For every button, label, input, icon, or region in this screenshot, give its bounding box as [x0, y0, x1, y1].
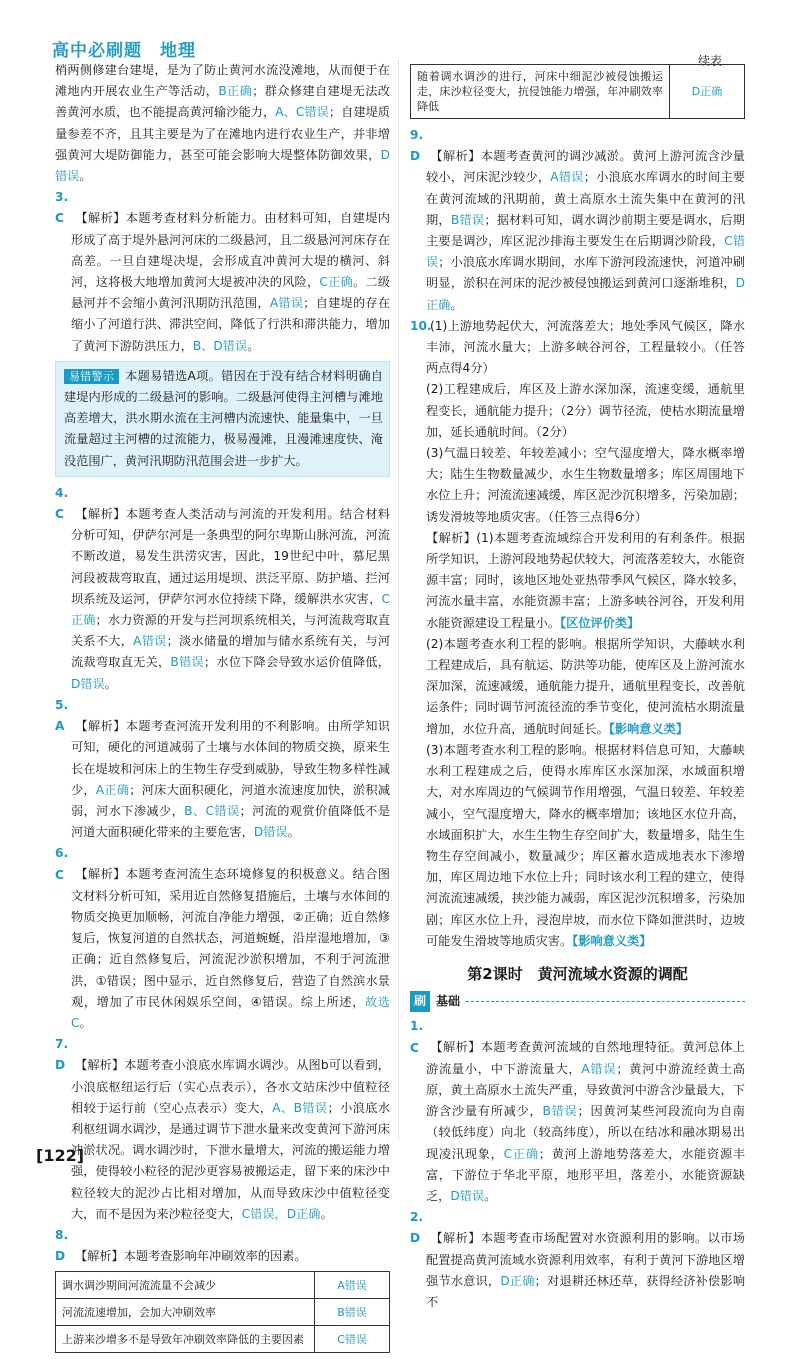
page-header-title: 高中必刷题 地理 — [52, 41, 196, 61]
error-warning-box — [55, 361, 390, 477]
answer-9: 9. D 【解析】本题考查黄河的调沙减淤。黄河上游河流含沙量较小，河床泥沙较少，A错误；小浪底水库调水的时间主要在黄河流域的汛期前，黄土高原水土流失集中在黄河的汛期，B错误；据材料可知，调水调沙前期主要是调水，后期主要是调沙，库区泥沙排海主要发生在后期调沙阶段，C错误；小浪底水库调水期间，水库下游河段流速快，河道冲刷明显，淤积在河床的泥沙被侵蚀搬运到黄河口逐渐堆积，D正确。 — [410, 128, 746, 312]
answer-7: 7. D 【解析】本题考查小浪底水库调水调沙。从图b可以看到，小浪底枢纽运行后（实心点表示），各水文站床沙中值粒径相较于运行前（空心点表示）变大，A、B错误；小浪底水利枢纽调水调沙，是通过调节下泄水量来改变黄河下游河床冲淤状况。调水调沙时，下泄水量增大，河流的搬运能力增强，使得较小粒径的泥沙更容易被搬运走，留下来的床沙中粒径较大的泥沙占比相对增加，从而导致床沙中值粒径变大，而不是因为来沙粒径变大，C错误，D正确。 — [55, 1037, 391, 1221]
question-number: 3. C — [55, 190, 69, 226]
error-warning-badge: 易错警示 — [64, 369, 119, 384]
column-divider — [398, 60, 399, 1140]
answer-10-part2: (2)工程建成后，库区及上游水深加深，流速变缓，通航里程变长，通航能力提升；（2分）调节径流，使枯水期流量增加，延长通航时间。（2分） — [426, 382, 745, 439]
answer-10: 10.(1)上游地势起伏大，河流落差大；地处季风气候区，降水丰沛，河流水量大；上游多峡谷河谷，工程量较小。（任答两点得4分） — [410, 318, 745, 376]
answer-5: 5. A 【解析】本题考查河流开发利用的不利影响。由所学知识可知，硬化的河道减弱了土壤与水体间的物质交换，原来生长在堤坡和河床上的生物生存受到威胁，导致生物多样性减少，A正确；河床大面积硬化，河道水流速度加快，淤积减弱，河水下渗减少，B、C错误；河流的观赏价值降低不是河道大面积硬化带来的主要危害，D错误。 — [55, 697, 391, 840]
answer-2-continued: 梢两侧修建台建堤，是为了防止黄河水流没滩地，从而便于在滩地内开展农业生产等活动，B正确；群众修建自建堤无法改善黄河水质，也不能提高黄河输沙能力，A、C错误；自建堤质量参差不齐，且其主要是为了在滩地内进行农业生产，并非增强黄河大堤防御能力，甚至可能会影响大堤整体防御效果，D错误。 — [55, 63, 390, 184]
table-row: 上游来沙增多不是导致年冲刷效率降低的主要因素 C错误 — [56, 1326, 390, 1353]
section-rule — [466, 1001, 745, 1002]
answer-6: 6. C 【解析】本题考查河流生态环境修复的积极意义。结合图文材料分析可知，采用近自然修复措施后，土壤与水体间的物质交换更加顺畅，河流自净能力增强，②正确；近自然修复后，恢复河道的自然状态，河道蜿蜒，沿岸湿地增加，③正确；近自然修复后，河流泥沙淤积增加，不利于河流泄洪，①错误；图中显示，近自然修复后，营造了自然滨水景观，增加了市民休闲娱乐空间，④错误。综上所述，故选C。 — [55, 846, 390, 1030]
continued-label: 续表 — [698, 54, 723, 68]
table-row: 调水调沙期间河流流量不会减少 A错误 — [56, 1272, 390, 1299]
continued-table — [410, 64, 745, 119]
section-badge: 刷 — [410, 991, 430, 1012]
lesson2-answer-2: 2. D 【解析】本题考查市场配置对水资源利用的影响。以市场配置提高黄河流域水资源利用效率，有利于黄河下游地区增强节水意识，D正确；对退耕还林还草，获得经济补偿影响不 — [410, 1210, 746, 1309]
section-title: 基础 — [436, 994, 461, 1009]
error-warning-text: 本题易错选A项。错因在于没有结合材料明确自建堤内形成的二级悬河的影响。二级悬河使得主河槽与滩地高差增大，洪水期水流在主河槽内流速快、能量集中，一旦流量超过主河槽的过流能力，极易漫滩，且漫滩速度快、淹没范围广，黄河汛期防汛范围会进一步扩大。 — [64, 368, 383, 468]
answer-8-table — [55, 1271, 390, 1353]
right-column — [410, 60, 745, 1313]
table-row: 河流流速增加，会加大冲刷效率 B错误 — [56, 1299, 390, 1326]
table-row: 随着调水调沙的进行，河床中细泥沙被侵蚀搬运走，床沙粒径变大，抗侵蚀能力增强，年冲刷效率降低 D正确 — [411, 65, 745, 119]
page-number: [122] — [36, 1146, 85, 1165]
left-column — [55, 60, 390, 1359]
section-header-basic — [410, 991, 745, 1012]
answer-8: 8. D 【解析】本题考查影响年冲刷效率的因素。 — [55, 1227, 307, 1264]
answer-10-analysis-2: (2)本题考查水利工程的影响。根据所学知识，大藤峡水利工程建成后，具有航运、防洪等功能，使库区及上游河流水深加深，流速减缓，通航能力提升，通航里程变长，改善航运条件；同时调节河流径流的季节变化，使河流枯水期流量增加，水位升高，通航时间延长。【影响意义类】 — [426, 636, 745, 736]
lesson-title: 第2课时 黄河流域水资源的调配 — [467, 964, 688, 983]
answer-10-part3: (3)气温日较差、年较差减小；空气湿度增大，降水概率增大；陆生生物数量减少，水生生物数量增多；库区周围地下水位上升；河流流速减缓，库区泥沙沉积增多，污染加剧；诱发滑坡等地质灾害。（任答三点得6分） — [426, 446, 745, 524]
answer-10-analysis-1: 【解析】(1)本题考查流域综合开发利用的有利条件。根据所学知识，上游河段地势起伏较大，河流落差较大，水能资源丰富；同时，该地区地处亚热带季风气候区，降水较多，河流水量丰富，水能资源丰富；上游多峡谷河谷，开发利用水能资源建设工程量小。【区位评价类】 — [426, 530, 745, 630]
answer-4: 4. C 【解析】本题考查人类活动与河流的开发利用。结合材料分析可知，伊萨尔河是一条典型的阿尔卑斯山脉河流，河流不断改道，易发生洪涝灾害，因此，19世纪中叶，慕尼黑河段被裁弯取直，通过运用堤坝、洪泛平原、防护墙、拦河坝系统及运河，伊萨尔河水位持续下降，缓解洪水灾害，C正确；水力资源的开发与拦河坝系统相关，与河流裁弯取直关系不大，A错误；淡水储量的增加与储水系统有关，与河流裁弯取直无关，B错误；水位下降会导致水运价值降低，D错误。 — [55, 485, 391, 691]
answer-10-analysis-3: (3)本题考查水利工程的影响。根据材料信息可知，大藤峡水利工程建成之后，使得水库库区水深加深，水域面积增大，对水库周边的气候调节作用增强，气温日较差、年较差减小，空气湿度增大，降水的概率增加；该地区水位升高，水域面积扩大，水生生物生存空间扩大，数量增多，陆生生物生存空间减小，数量减少；库区蓄水造成地表水下渗增加，库区周边地下水位上升；同时该水利工程的建立，使得河流流速减缓，挟沙能力减弱，库区泥沙沉积增多，污染加剧；库区水位上升，浸泡岸坡，而水位下降如泄洪时，边坡可能发生滑坡等地质灾害。【影响意义类】 — [426, 742, 745, 948]
lesson2-answer-1: 1. C 【解析】本题考查黄河流域的自然地理特征。黄河总体上游流量小，中下游流量大，A错误；黄河中游流经黄土高原，黄土高原水土流失严重，导致黄河中游含沙量最大，下游含沙量有所减少，B错误；因黄河某些河段流向为自南（较低纬度）向北（较高纬度），所以在结冰和融冰期易出现凌汛现象，C正确；黄河上游地势落差大，水能资源丰富，下游位于华北平原，地形平坦，落差小，水能资源缺乏，D错误。 — [410, 1019, 746, 1203]
answer-3: 3. C 【解析】本题考查材料分析能力。由材料可知，自建堤内形成了高于堤外悬河河床的二级悬河，且二级悬河河床存在高差。一旦自建堤决堤，会形成直冲黄河大堤的横河、斜河，这将极大地增加黄河大堤被冲决的风险，C正确。二级悬河并不会缩小黄河汛期防汛范围，A错误；自建堤的存在缩小了河道行洪、滞洪空间，降低了行洪和滞洪能力，增加了黄河下游防洪压力，B、D错误。 — [55, 187, 390, 357]
